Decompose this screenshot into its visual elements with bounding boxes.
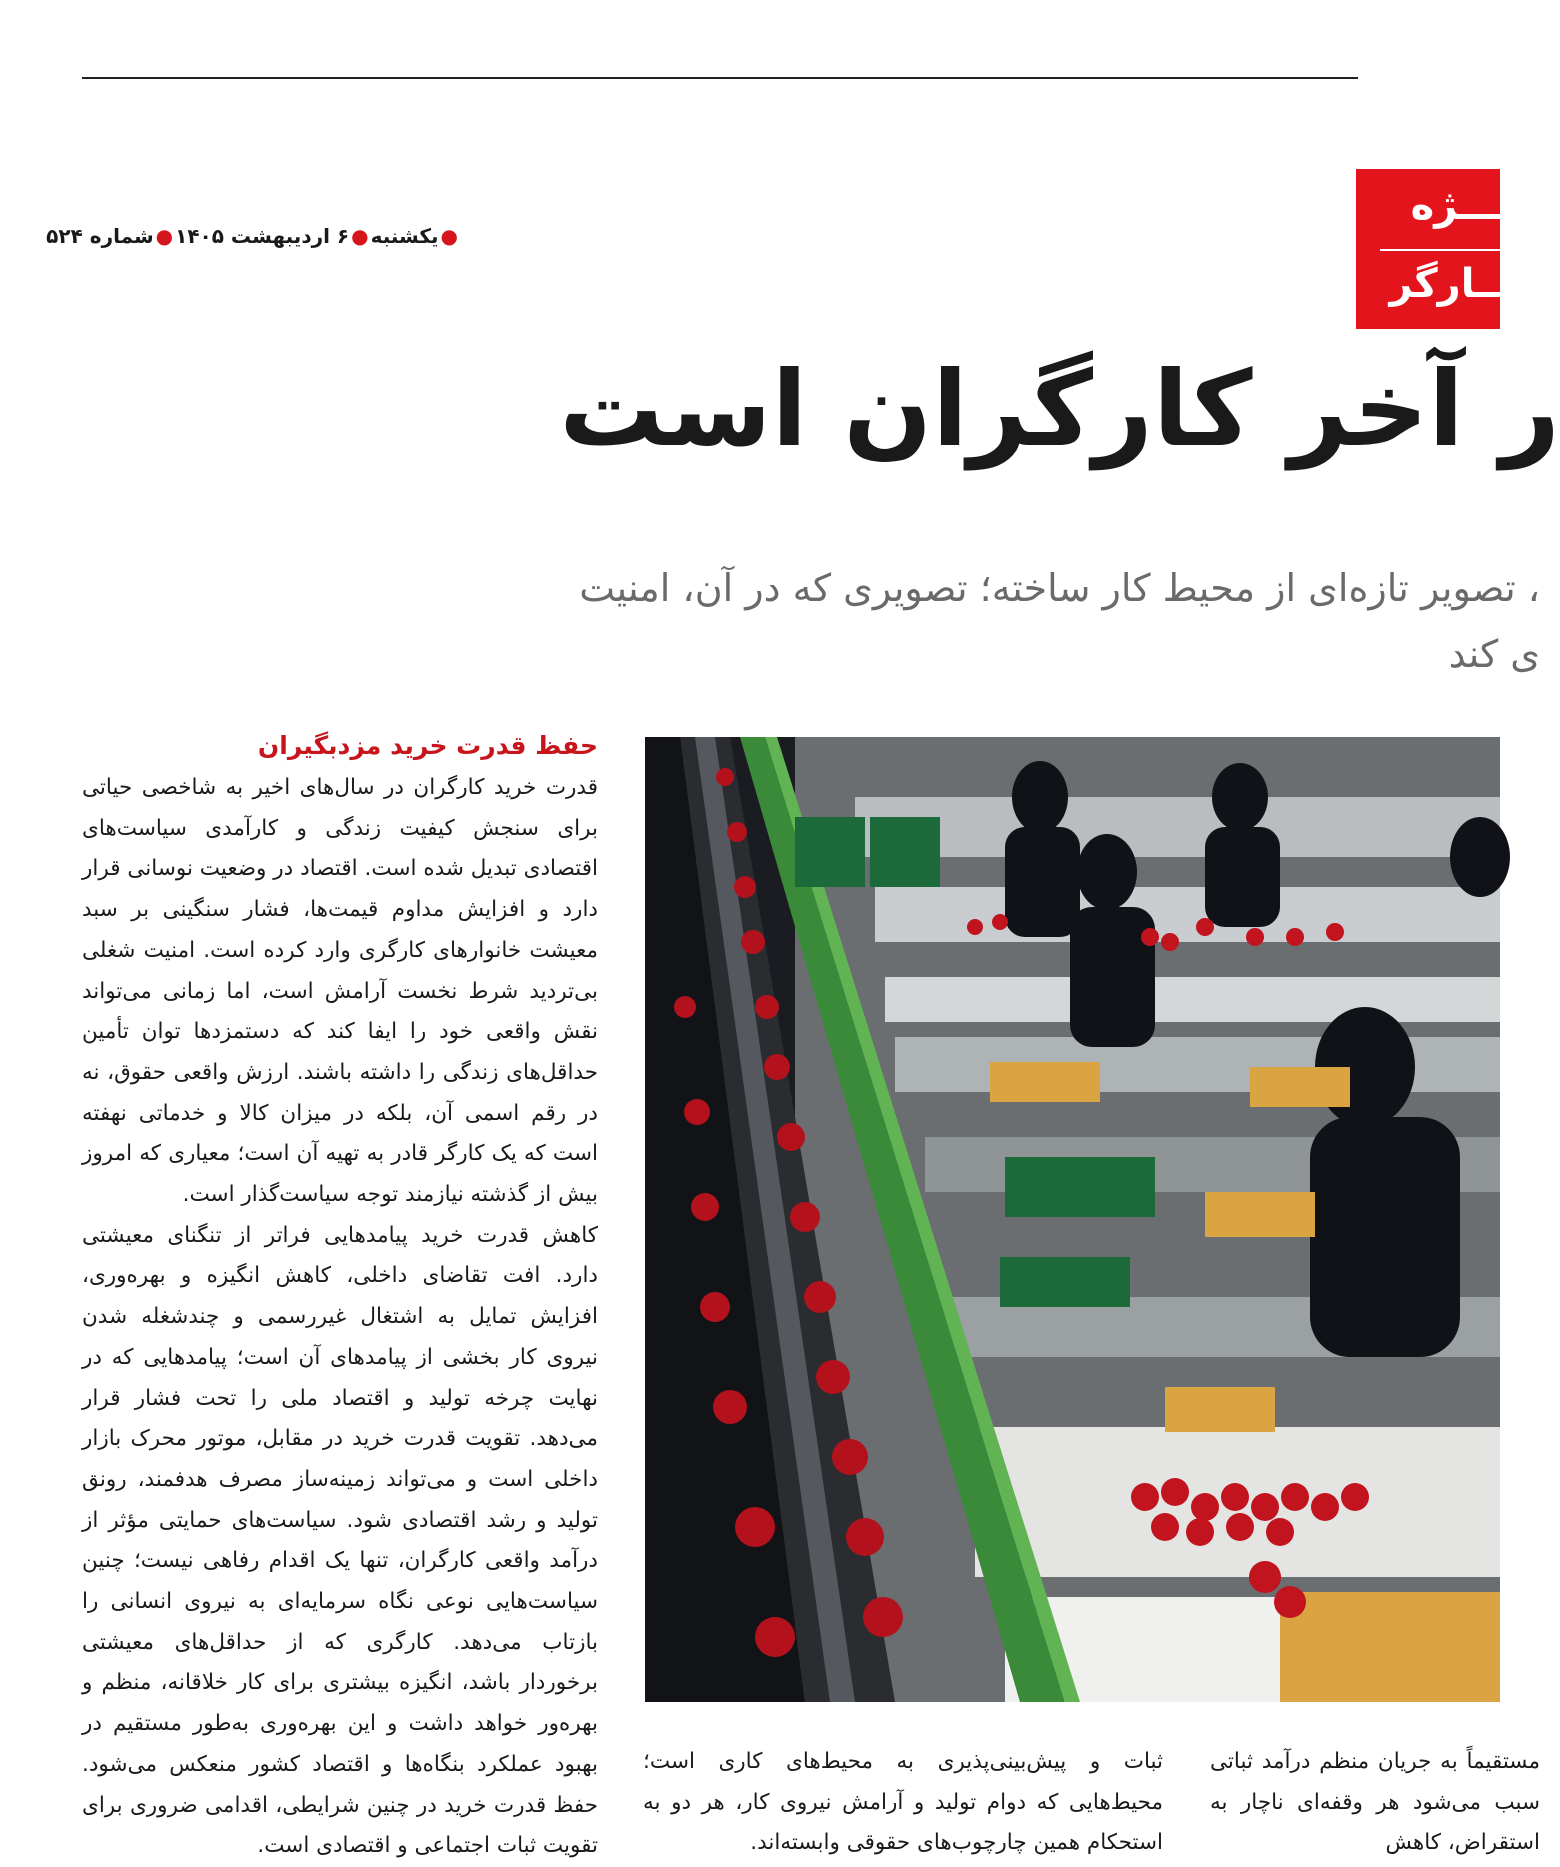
red-bullet-icon: ●	[440, 224, 458, 248]
dateline-issue: شماره ۵۲۴	[46, 224, 154, 248]
badge-divider	[1380, 249, 1500, 251]
special-section-badge	[1356, 169, 1540, 329]
dateline-day: یکشنبه	[370, 224, 439, 248]
dateline-date: ۶ اردیبهشت ۱۴۰۵	[175, 224, 350, 248]
top-rule	[82, 77, 1358, 79]
dateline	[46, 224, 460, 248]
middle-column-text: ثبات و پیش‌بینی‌پذیری به محیط‌های کاری است؛ محیط‌هایی که دوام تولید و آرامش نیروی کار، هر دو به استحکام همین چارچوب‌های حقوقی وابسته‌اند.	[643, 1749, 1163, 1856]
red-bullet-icon: ●	[351, 224, 369, 248]
lead-line-1: ، تصویر تازه‌ای از محیط کار ساخته؛ تصویری که در آن، امنیت	[579, 566, 1540, 610]
lead-line-2: ی کند	[1448, 632, 1540, 676]
badge-line-1: ویـــژه	[1410, 183, 1540, 229]
left-column	[82, 728, 598, 1867]
section-title: حفظ قدرت خرید مزدبگیران	[257, 731, 598, 760]
factory-photo-illustration	[645, 737, 1500, 1702]
section-paragraph-1: قدرت خرید کارگران در سال‌های اخیر به شاخصی حیاتی برای سنجش کیفیت زندگی و کارآمدی سیاست‌های اقتصادی تبدیل شده است. اقتصاد در وضعیت نوسانی قرار دارد و افزایش مداوم قیمت‌ها، فشار سنگینی بر سبد معیشت خانوارهای کارگری وارد کرده است. امنیت شغلی بی‌تردید شرط نخست آرامش است، اما زمانی می‌تواند نقش واقعی خود را ایفا کند که دستمزدها توان تأمین حداقل‌های زندگی را داشته باشند. ارزش واقعی حقوق، نه در رقم اسمی آن، بلکه در میزان کالا و خدماتی نهفته است که یک کارگر قادر به تهیه آن است؛ معیاری که امروز بیش از گذشته نیازمند توجه سیاست‌گذار است.	[82, 775, 598, 1208]
article-photo	[645, 737, 1500, 1702]
section-paragraph-2: کاهش قدرت خرید پیامدهایی فراتر از تنگنای معیشتی دارد. افت تقاضای داخلی، کاهش انگیزه و بهره‌وری، افزایش تمایل به اشتغال غیررسمی و چندشغله شدن نیروی کار بخشی از پیامدهای آن است؛ پیامدهایی که در نهایت چرخه تولید و اقتصاد ملی را تحت فشار قرار می‌دهد. تقویت قدرت خرید در مقابل، موتور محرک بازار داخلی است و می‌تواند زمینه‌ساز مصرف هدفمند، رونق تولید و رشد اقتصادی شود. سیاست‌های حمایتی مؤثر از درآمد واقعی کارگران، تنها یک اقدام رفاهی نیست؛ چنین سیاست‌هایی نوعی نگاه سرمایه‌ای به نیروی انسانی را بازتاب می‌دهد. کارگری که از حداقل‌های معیشتی برخوردار باشد، انگیزه بیشتری برای کار خلاقانه، منظم و بهره‌ور خواهد داشت و این بهره‌وری به‌طور مستقیم در بهبود عملکرد بنگاه‌ها و اقتصاد کشور منعکس می‌شود. حفظ قدرت خرید در چنین شرایطی، اقدامی ضروری برای تقویت ثبات اجتماعی و اقتصادی است.	[82, 1222, 598, 1859]
article-headline: ر آخر کارگران است	[559, 348, 1560, 470]
badge-line-2: کـــارگر	[1389, 261, 1540, 307]
red-bullet-icon: ●	[155, 224, 174, 248]
right-column-text: مستقیماً به جریان منظم درآمد ثباتی سبب می‌شود هر وقفه‌ای ناچار به استقراض، کاهش	[1210, 1749, 1540, 1856]
article-lead	[500, 555, 1540, 687]
